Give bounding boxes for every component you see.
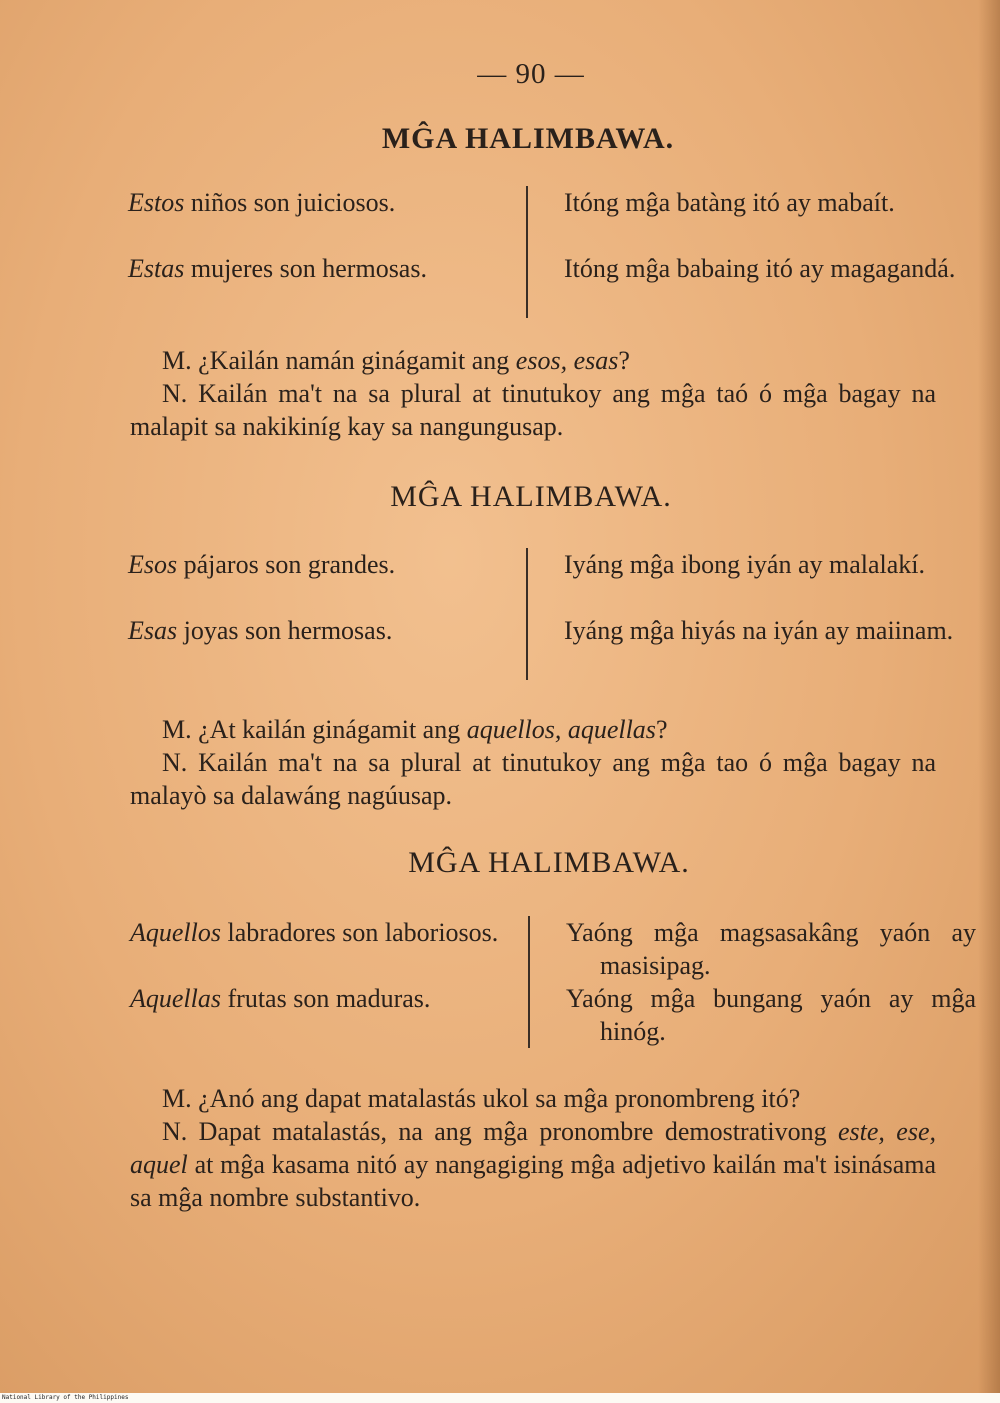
question-text: ¿At kailán ginágamit ang bbox=[191, 715, 467, 744]
tagalog-translation: Yaóng mĝa magsasakâng yaón ay masisipag. bbox=[566, 918, 976, 980]
question-text: ¿Kailán namán ginágamit ang bbox=[191, 346, 516, 375]
spanish-example bbox=[128, 548, 518, 581]
answer-text: Kailán ma't na sa plural at tinutukoy ang mĝa taó ó mĝa bagay na malapit sa nakikiníg kay sa nangungusap. bbox=[130, 379, 936, 441]
demonstrative-word: Estas bbox=[128, 254, 185, 283]
example-table bbox=[130, 916, 976, 1051]
section-heading: MĜA HALIMBAWA. bbox=[390, 480, 672, 513]
question bbox=[130, 713, 936, 746]
question-label: M. bbox=[162, 346, 192, 375]
spanish-example bbox=[130, 916, 554, 949]
question-answer bbox=[130, 344, 936, 443]
tagalog-translation: Yaóng mĝa bungang yaón ay mĝa hinóg. bbox=[566, 984, 976, 1046]
spanish-text: pájaros son grandes. bbox=[177, 550, 396, 579]
answer bbox=[130, 377, 936, 443]
question-answer bbox=[130, 713, 936, 812]
answer-text: Kailán ma't na sa plural at tinutukoy ang mĝa tao ó mĝa bagay na malayò sa dalawáng nagúusap. bbox=[130, 748, 936, 810]
spanish-example bbox=[130, 982, 554, 1015]
spanish-text: niños son juiciosos. bbox=[184, 188, 396, 217]
question-text: ¿Anó ang dapat matalastás ukol sa mĝa pronombreng itó? bbox=[191, 1084, 801, 1113]
demonstrative-word: Esas bbox=[128, 616, 178, 645]
tagalog-translation: Itóng mĝa batàng itó ay mabaít. bbox=[564, 188, 895, 217]
spanish-example bbox=[128, 186, 518, 219]
tagalog-translation: Itóng mĝa babaing itó ay magagandá. bbox=[564, 254, 956, 283]
answer-label: N. bbox=[162, 1117, 188, 1146]
question-italic: aquellos, aquellas bbox=[466, 715, 656, 744]
tagalog-translation: Iyáng mĝa ibong iyán ay malalakí. bbox=[564, 550, 926, 579]
answer-end: at mĝa kasama nitó ay nangagiging mĝa adjetivo kailán ma't isinásama sa mĝa nombre substantivo. bbox=[130, 1150, 936, 1212]
spanish-text: mujeres son hermosas. bbox=[184, 254, 427, 283]
answer-italic: este, ese, aquel bbox=[130, 1117, 936, 1179]
column-divider bbox=[526, 186, 528, 318]
spanish-example bbox=[128, 614, 518, 647]
section-heading: MĜA HALIMBAWA. bbox=[381, 122, 675, 155]
column-divider bbox=[528, 916, 530, 1048]
question bbox=[130, 344, 936, 377]
answer bbox=[130, 1115, 936, 1214]
question bbox=[130, 1082, 936, 1115]
demonstrative-word: Esos bbox=[128, 550, 178, 579]
demonstrative-word: Aquellas bbox=[130, 984, 221, 1013]
example-table bbox=[128, 548, 954, 683]
question-answer bbox=[130, 1082, 936, 1214]
column-divider bbox=[526, 548, 528, 680]
page-edge-shadow bbox=[978, 0, 1000, 1393]
answer-text: Dapat matalastás, na ang mĝa pronombre demostrativong bbox=[187, 1117, 838, 1146]
question-label: M. bbox=[162, 1084, 192, 1113]
demonstrative-word: Estos bbox=[128, 188, 185, 217]
section-heading: MĜA HALIMBAWA. bbox=[408, 846, 690, 879]
spanish-text: frutas son maduras. bbox=[221, 984, 431, 1013]
question-end: ? bbox=[655, 715, 668, 744]
tagalog-translation: Iyáng mĝa hiyás na iyán ay maiinam. bbox=[564, 616, 954, 645]
spanish-example bbox=[128, 252, 518, 285]
answer-label: N. bbox=[162, 748, 188, 777]
question-end: ? bbox=[618, 346, 630, 375]
answer-label: N. bbox=[162, 379, 188, 408]
answer bbox=[130, 746, 936, 812]
spanish-text: labradores son laboriosos. bbox=[221, 918, 499, 947]
spanish-text: joyas son hermosas. bbox=[177, 616, 393, 645]
question-label: M. bbox=[162, 715, 192, 744]
example-table bbox=[128, 186, 956, 321]
demonstrative-word: Aquellos bbox=[130, 918, 221, 947]
question-italic: esos, esas bbox=[515, 346, 619, 375]
page-number: — 90 — bbox=[477, 58, 585, 90]
footer-credit: National Library of the Philippines bbox=[0, 1393, 1000, 1403]
